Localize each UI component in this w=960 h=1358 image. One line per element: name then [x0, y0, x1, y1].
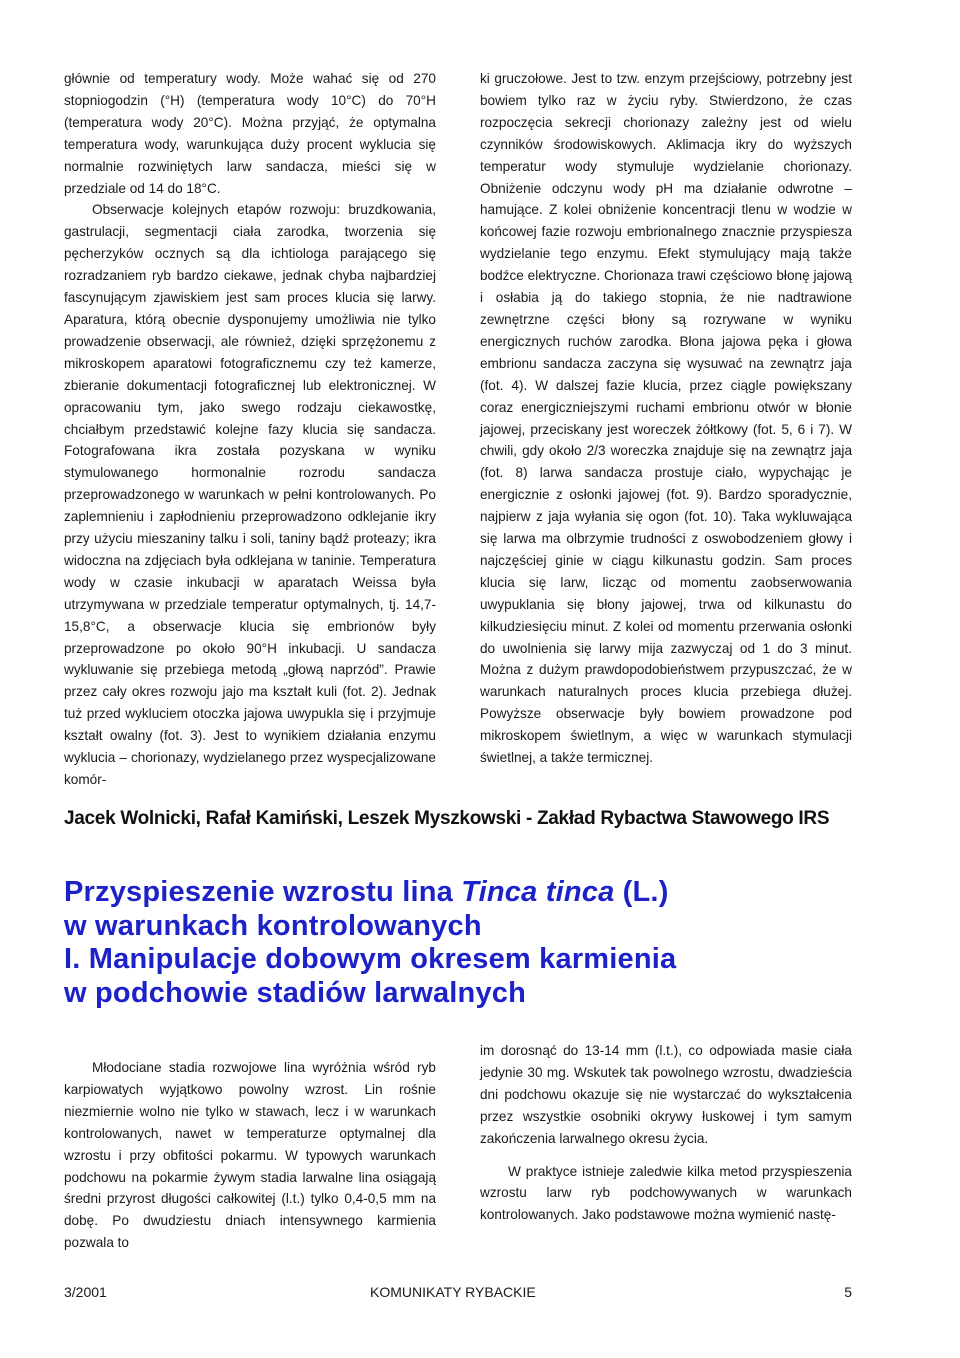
paragraph: głównie od temperatury wody. Może wahać się od 270 stopniogodzin (°H) (temperatura wody 10°C) do 70°H (temperatura wody 20°C). Można przyjąć, że optymalna temperatura wody, warunkująca duży procent wyklucia się normalnie rozwiniętych larw sandacza, mieści się w przedziale od 14 do 18°C. — [64, 71, 436, 196]
footer-issue: 3/2001 — [64, 1284, 107, 1300]
title-line-2: w warunkach kontrolowanych — [64, 909, 482, 942]
title-line-3: I. Manipulacje dobowym okresem karmienia — [64, 943, 677, 975]
footer-journal-name: KOMUNIKATY RYBACKIE — [370, 1284, 536, 1300]
paragraph: im dorosnąć do 13-14 mm (l.t.), co odpowiada masie ciała jedynie 30 mg. Wskutek tak powolnego wzrostu, dwadzieścia dni podchowu okazuje się nie wystarczać do wykształcenia przez wszystkie osobniki okrywy łuskowej i tym samym zakończenia larwalnego okresu życia. — [480, 1043, 852, 1146]
title-line-4: w podchowie stadiów larwalnych — [64, 976, 527, 1009]
title-text: Przyspieszenie wzrostu lina — [64, 876, 462, 908]
article-column-bottom-left — [64, 1057, 436, 1254]
page-number: 5 — [844, 1284, 852, 1300]
title-line-1 — [64, 876, 884, 910]
species-name: Tinca tinca — [461, 876, 615, 908]
title-text: (L.) — [614, 876, 669, 908]
article-title — [64, 876, 884, 1010]
page-footer — [64, 1284, 852, 1304]
paragraph: W praktyce istnieje zaledwie kilka metod przyspieszenia wzrostu larw ryb podchowywanych w warunkach kontrolowanych. Jako podstawowe można wymienić nastę- — [480, 1163, 852, 1223]
article-column-bottom-right — [480, 1040, 852, 1226]
article-column-top-left — [64, 68, 436, 791]
paragraph: Młodociane stadia rozwojowe lina wyróżnia wśród ryb karpiowatych wyjątkowo powolny wzrost. Lin rośnie niezmiernie wolno nie tylko w stawach, lecz i w warunkach kontrolowanych, nawet w temperaturze optymalnej dla wzrostu i przy obfitości pokarmu. W typowych warunkach podchowu na pokarmie żywym stadia larwalne lina osiągają średni przyrost długości całkowitej (l.t.) tylko 0,4-0,5 mm na dobę. Po dwudziestu dniach intensywnego karmienia pozwala to — [64, 1060, 436, 1251]
article-authors: Jacek Wolnicki, Rafał Kamiński, Leszek Myszkowski - Zakład Rybactwa Stawowego IRS — [64, 808, 830, 829]
paragraph: Obserwacje kolejnych etapów rozwoju: bruzdkowania, gastrulacji, segmentacji ciała zarodka, tworzenia się pęcherzyków ocznych są dla ichtiologa parającego się rozradzaniem ryb bardzo ciekawe, jednak chyba najbardziej fascynującym zjawiskiem jest sam proces klucia się larwy. Aparatura, którą obecnie dysponujemy umożliwia nie tylko prowadzenie obserwacji, ale również, dzięki sprzężonemu z mikroskopem aparatowi fotograficznemu czy też kamerze, zbieranie dokumentacji fotograficznej lub elektronicznej. W opracowaniu tym, jako swego rodzaju ciekawostkę, chciałbym przedstawić kolejne fazy klucia się sandacza. Fotografowana ikra została pozyskana w wyniku stymulowanego hormonalnie rozrodu sandacza przeprowadzonego w warunkach w pełni kontrolowanych. Po zaplemnieniu i zapłodnieniu przeprowadzono odklejanie ikry przy użyciu mieszaniny talku i soli, taniny bądź proteazy; ikra widoczna na zdjęciach była odklejana w taninie. Temperatura wody w czasie inkubacji w aparatach Weissa była utrzymywana w przedziale temperatur optymalnych, tj. 14,7-15,8°C, a obserwacje klucia się embrionów były przeprowadzone po około 90°H inkubacji. U sandacza wykluwanie się przebiega metodą „głową naprzód”. Prawie przez cały okres rozwoju jajo ma kształt kuli (fot. 2). Jednak tuż przed wykluciem otoczka jajowa uwypukla się i przyjmuje kształt owalny (fot. 3). Jest to wynikiem działania enzymu wyklucia – chorionazy, wydzielanego przez wyspecjalizowane komór- — [64, 202, 436, 787]
article-column-top-right — [480, 68, 852, 769]
paragraph: ki gruczołowe. Jest to tzw. enzym przejściowy, potrzebny jest bowiem tylko raz w życiu ryby. Stwierdzono, że czas rozpoczęcia sekrecji chorionazy zależny jest od wielu czynników środowiskowych. Aklimacja ikry do wyższych temperatur wody stymuluje wydzielanie chorionazy. Obniżenie odczynu wody pH ma działanie odwrotne – hamujące. Z kolei obniżenie koncentracji tlenu w wodzie w końcowej fazie rozwoju embrionalnego znacznie przyspiesza wydzielanie tego enzymu. Efekt stymulujący mają także bodźce elektryczne. Chorionaza trawi częściowo błonę jajową i osłabia ją do takiego stopnia, że nie nadtrawione zewnętrzne części błony są rozrywane w wyniku energicznych ruchów zarodka. Błona jajowa pęka i głowa embrionu sandacza zaczyna się wysuwać na zewnątrz jaja (fot. 4). W dalszej fazie klucia, przez ciągle powiększany coraz energiczniejszymi ruchami embrionu otwór w błonie jajowej, przeciskany jest woreczek żółtkowy (fot. 5, 6 i 7). W chwili, gdy około 2/3 woreczka znajduje się na zewnątrz jaja (fot. 8) larwa sandacza prostuje ciało, wypychając je energicznie z osłonki jajowej (fot. 9). Bardzo sporadycznie, najpierw z jaja wyłania się ogon (fot. 10). Taka wykluwająca się larwa ma olbrzymie trudności z oswobodzeniem głowy i najczęściej ginie w ciągu kilkunastu godzin. Sam proces klucia się larw, licząc od momentu zaobserwowania uwypuklania się błony jajowej, trwa od kilkunastu do kilkudziesięciu minut. Z kolei od momentu przerwania osłonki do uwolnienia się larwy mija zazwyczaj od 1 do 3 minut. Można z dużym prawdopodobieństwem przypuszczać, że w warunkach naturalnych proces klucia przebiega dłużej. Powyższe obserwacje były bowiem prowadzone pod mikroskopem świetlnym, a więc w warunkach stymulacji świetlnej, a także termicznej. — [480, 71, 852, 766]
